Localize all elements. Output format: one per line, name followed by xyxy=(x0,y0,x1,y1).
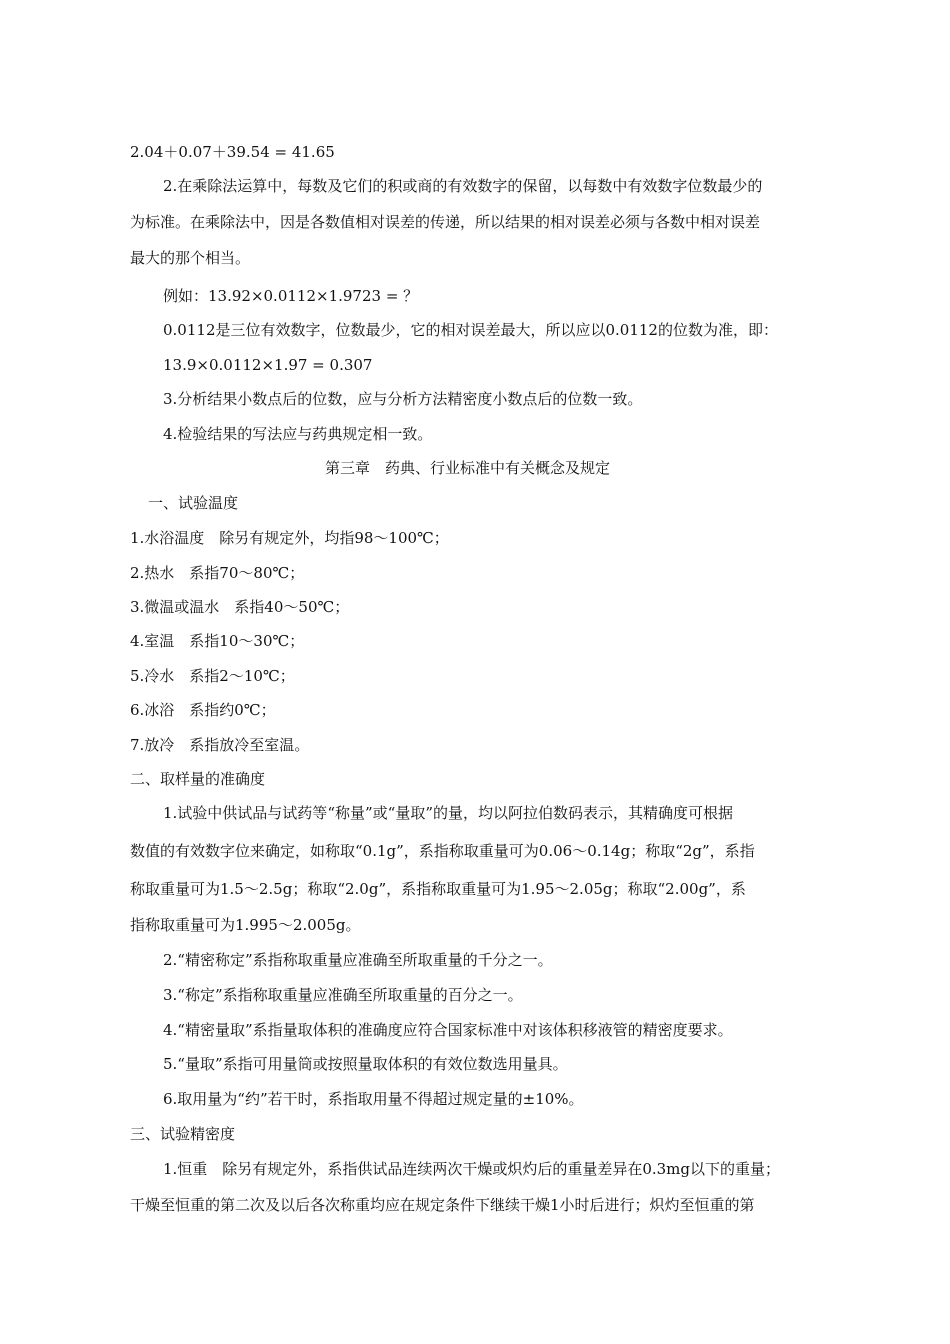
text-line: 2.在乘除法运算中，每数及它们的积或商的有效数字的保留，以每数中有效数字位数最少的 xyxy=(163,177,763,195)
text-line: 例如：13.92×0.0112×1.9723 = ？ xyxy=(163,287,419,305)
text-line: 13.9×0.0112×1.97 = 0.307 xyxy=(163,356,373,374)
text-line: 数值的有效数字位来确定，如称取“0.1g”，系指称取重量可为0.06～0.14g；称取“2g”，系指 xyxy=(130,842,755,860)
chapter-heading: 第三章 药典、行业标准中有关概念及规定 xyxy=(325,459,611,477)
text-line: 指称取重量可为1.995～2.005g。 xyxy=(130,916,361,934)
text-line: 1.试验中供试品与试药等“称量”或“量取”的量，均以阿拉伯数码表示，其精确度可根据 xyxy=(163,804,733,822)
text-line: 3.“称定”系指称取重量应准确至所取重量的百分之一。 xyxy=(163,986,523,1004)
text-line: 7.放冷 系指放冷至室温。 xyxy=(130,736,310,754)
text-line: 6.取用量为“约”若干时，系指取用量不得超过规定量的±10%。 xyxy=(163,1090,584,1108)
text-line: 2.04＋0.07＋39.54 = 41.65 xyxy=(130,143,335,161)
text-line: 6.冰浴 系指约0℃； xyxy=(130,701,276,719)
text-line: 3.微温或温水 系指40～50℃； xyxy=(130,598,350,616)
text-line: 称取重量可为1.5～2.5g；称取“2.0g”，系指称取重量可为1.95～2.05g；称取“2.00g”，系 xyxy=(130,880,746,898)
text-line: 4.室温 系指10～30℃； xyxy=(130,632,305,650)
text-line: 最大的那个相当。 xyxy=(130,249,251,267)
text-line: 为标准。在乘除法中，因是各数值相对误差的传递，所以结果的相对误差必须与各数中相对误差 xyxy=(130,213,761,231)
section-heading: 二、取样量的准确度 xyxy=(130,770,266,788)
text-line: 0.0112是三位有效数字，位数最少，它的相对误差最大，所以应以0.0112的位数为准，即： xyxy=(163,321,778,339)
text-line: 2.热水 系指70～80℃； xyxy=(130,564,305,582)
text-line: 5.“量取”系指可用量筒或按照量取体积的有效位数选用量具。 xyxy=(163,1055,568,1073)
text-line: 3.分析结果小数点后的位数，应与分析方法精密度小数点后的位数一致。 xyxy=(163,390,643,408)
section-heading: 一、试验温度 xyxy=(148,494,239,512)
text-line: 干燥至恒重的第二次及以后各次称重均应在规定条件下继续干燥1小时后进行；炽灼至恒重的第 xyxy=(130,1196,755,1214)
text-line: 1.恒重 除另有规定外，系指供试品连续两次干燥或炽灼后的重量差异在0.3mg以下的重量； xyxy=(163,1160,780,1178)
text-line: 1.水浴温度 除另有规定外，均指98～100℃； xyxy=(130,529,449,547)
text-line: 2.“精密称定”系指称取重量应准确至所取重量的千分之一。 xyxy=(163,951,553,969)
section-heading: 三、试验精密度 xyxy=(130,1125,236,1143)
text-line: 4.检验结果的写法应与药典规定相一致。 xyxy=(163,425,433,443)
text-line: 5.冷水 系指2～10℃； xyxy=(130,667,295,685)
text-line: 4.“精密量取”系指量取体积的准确度应符合国家标准中对该体积移液管的精密度要求。 xyxy=(163,1021,733,1039)
